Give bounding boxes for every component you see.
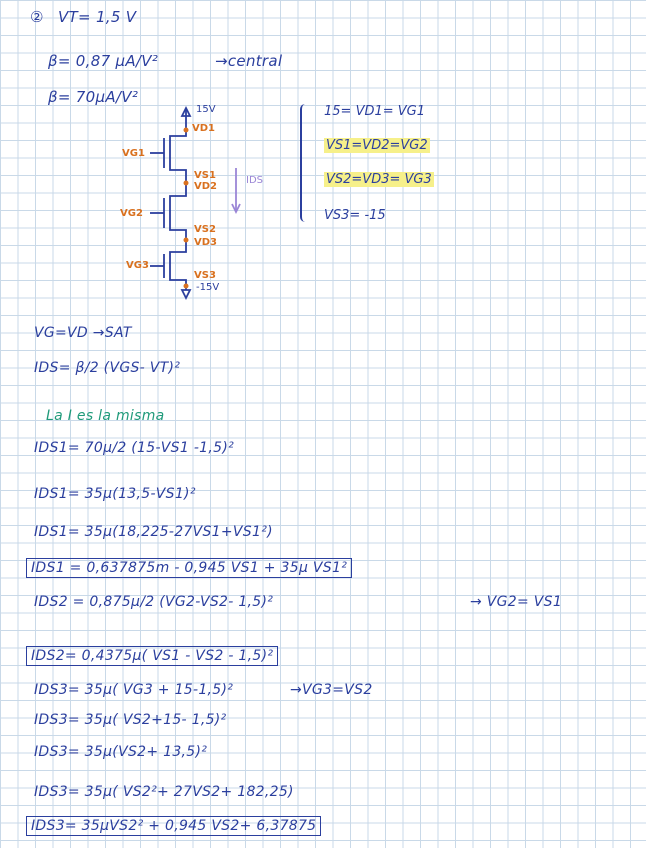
vs1-label: VS1: [194, 170, 216, 181]
derivation-line-7-arrow: →VG3=VS2: [290, 682, 373, 698]
vd2-label: VD2: [194, 181, 217, 192]
derivation-line-7: IDS3= 35μ( VG3 + 15-1,5)²: [34, 682, 234, 698]
derivation-line-8: IDS3= 35μ( VS2+15- 1,5)²: [34, 712, 227, 728]
derivation-line-10: IDS3= 35μ( VS2²+ 27VS2+ 182,25): [34, 784, 294, 800]
derivation-line-2: IDS1= 35μ(13,5-VS1)²: [34, 486, 196, 502]
equalities-brace: [300, 104, 310, 222]
ids-label: IDS: [246, 175, 263, 186]
vd1-label: VD1: [192, 123, 215, 134]
ids-formula: IDS= β/2 (VGS- VT)²: [34, 360, 181, 376]
vs3-label: VS3: [194, 270, 216, 281]
vg3-label: VG3: [126, 260, 149, 271]
equality-2: VS1=VD2=VG2: [326, 138, 428, 153]
beta-value: β= 70μA/V²: [48, 88, 139, 106]
derivation-line-9: IDS3= 35μ(VS2+ 13,5)²: [34, 744, 208, 760]
same-current-note: La I es la misma: [46, 408, 165, 424]
vg1-label: VG1: [122, 148, 145, 159]
central-arrow-label: →central: [215, 52, 283, 70]
derivation-line-11-boxed: IDS3= 35μVS2² + 0,945 VS2+ 6,37875: [26, 816, 321, 836]
supply-negative-label: -15V: [196, 282, 220, 293]
vs2-label: VS2: [194, 224, 216, 235]
derivation-line-6-boxed: IDS2= 0,4375μ( VS1 - VS2 - 1,5)²: [26, 646, 278, 666]
equality-1: 15= VD1= VG1: [324, 104, 426, 119]
beta-central: β= 0,87 μA/V²: [48, 52, 159, 70]
problem-number: ②: [30, 8, 44, 26]
derivation-line-3: IDS1= 35μ(18,225-27VS1+VS1²): [34, 524, 273, 540]
saturation-condition: VG=VD →SAT: [34, 325, 132, 341]
derivation-line-1: IDS1= 70μ/2 (15-VS1 -1,5)²: [34, 440, 235, 456]
derivation-line-5-arrow: → VG2= VS1: [470, 594, 563, 610]
vd3-label: VD3: [194, 237, 217, 248]
equality-3: VS2=VD3= VG3: [326, 172, 432, 187]
equality-4: VS3= -15: [324, 208, 386, 223]
vt-value: VT= 1,5 V: [58, 8, 137, 26]
derivation-line-5: IDS2 = 0,875μ/2 (VG2-VS2- 1,5)²: [34, 594, 274, 610]
supply-positive-label: 15V: [196, 104, 216, 115]
vg2-label: VG2: [120, 208, 143, 219]
derivation-line-4-boxed: IDS1 = 0,637875m - 0,945 VS1 + 35μ VS1²: [26, 558, 352, 578]
